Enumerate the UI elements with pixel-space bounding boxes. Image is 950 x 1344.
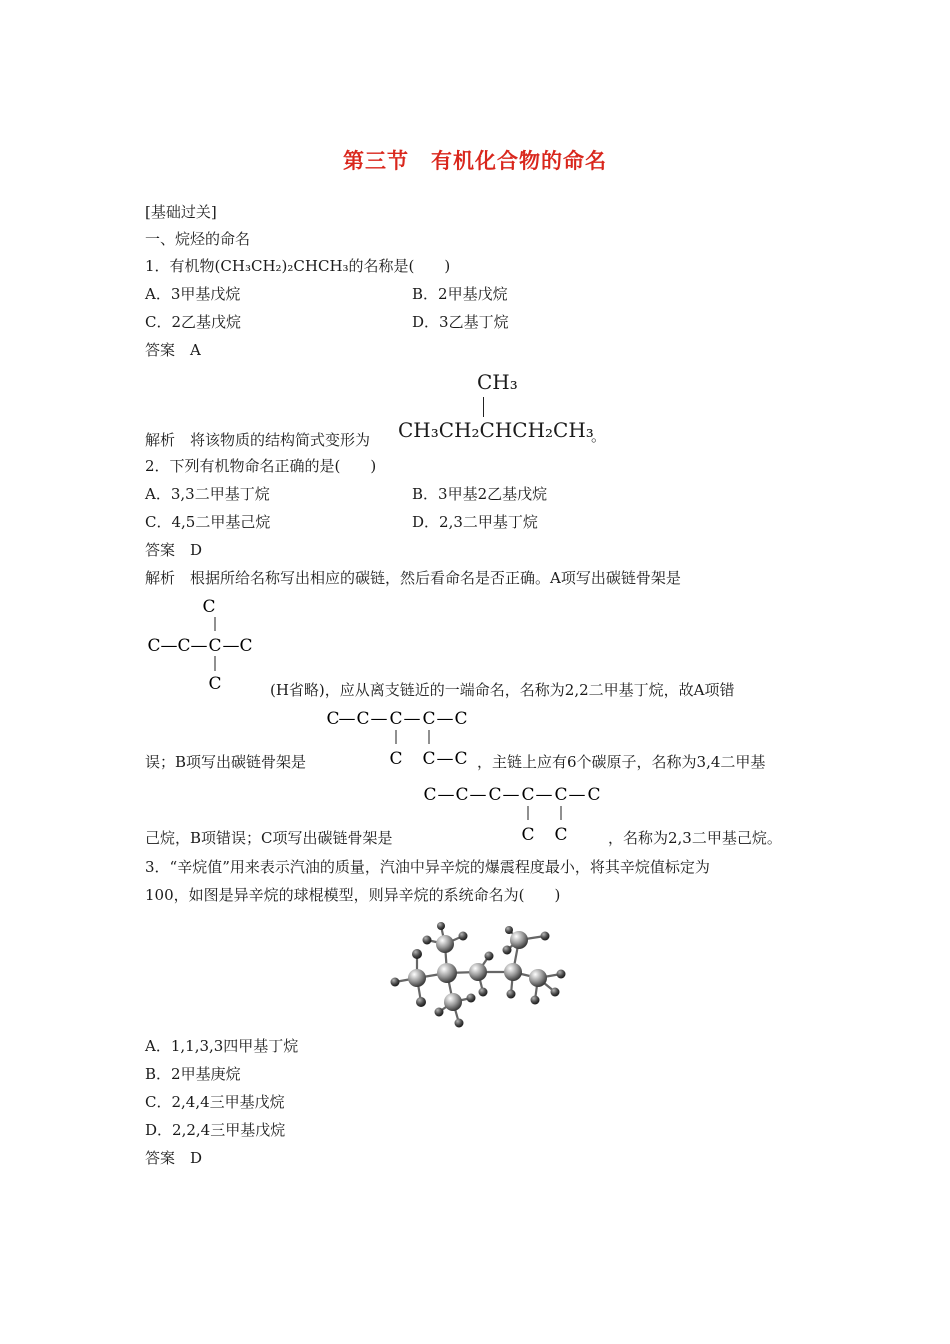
q2-answer: 答案 D (145, 541, 203, 559)
bond: — (403, 709, 421, 729)
q2-option-b: B．3甲基2乙基戊烷 (412, 485, 548, 503)
q2-option-a: A．3,3二甲基丁烷 (145, 485, 270, 503)
carbon-skeleton-a (145, 595, 265, 693)
carbon-atom: C (454, 749, 468, 769)
carbon-atom: C (202, 597, 216, 617)
carbon-atom: C (326, 709, 340, 729)
carbon-atom: C (177, 636, 191, 656)
bond: — (437, 785, 455, 805)
subsection-heading: 一、烷烃的命名 (145, 230, 251, 248)
q3-option-a: A．1,1,3,3四甲基丁烷 (145, 1037, 299, 1055)
carbon-skeleton-c (420, 780, 610, 846)
carbon-atom: C (422, 709, 436, 729)
q1-end-mark: 。 (591, 427, 607, 445)
q1-option-b: B．2甲基戊烷 (412, 285, 508, 303)
bond: — (502, 785, 520, 805)
bond: — (222, 636, 240, 656)
q2-option-d: D．2,3二甲基丁烷 (412, 513, 538, 531)
q3-option-d: D．2,2,4三甲基戊烷 (145, 1121, 286, 1139)
bond: — (436, 709, 454, 729)
q1-option-c: C．2乙基戊烷 (145, 313, 242, 331)
formula-branch-bond (483, 397, 484, 417)
carbon-atom: C (208, 674, 222, 693)
q3-answer: 答案 D (145, 1149, 203, 1167)
q2-analysis-line-2: (H省略)，应从离支链近的一端命名，名称为2,2二甲基丁烷，故A项错 (270, 681, 735, 699)
carbon-atom: C (356, 709, 370, 729)
carbon-atom: C (455, 785, 469, 805)
q1-option-d: D．3乙基丁烷 (412, 313, 509, 331)
carbon-atom: C (423, 785, 437, 805)
q2-option-c: C．4,5二甲基己烷 (145, 513, 271, 531)
carbon-atom: C (521, 785, 535, 805)
q3-option-b: B．2甲基庚烷 (145, 1065, 241, 1083)
carbon-atom: C (587, 785, 601, 805)
bond: — (338, 709, 356, 729)
carbon-atom: C (208, 636, 222, 656)
q1-stem: 1．有机物(CH₃CH₂)₂CHCH₃的名称是( ) (145, 257, 451, 275)
bond: — (436, 749, 454, 769)
carbon-atom: C (422, 749, 436, 769)
bond: — (370, 709, 388, 729)
bond: — (568, 785, 586, 805)
carbon-atom: C (554, 785, 568, 805)
bond: — (469, 785, 487, 805)
carbon-atom: C (389, 709, 403, 729)
carbon-atom: C (239, 636, 253, 656)
q2-analysis-line-3a: 误；B项写出碳链骨架是 (145, 753, 307, 771)
q1-analysis: 解析 将该物质的结构简式变形为 (145, 431, 371, 449)
bond: — (535, 785, 553, 805)
carbon-atom: C (554, 825, 568, 845)
carbon-skeleton-b (325, 704, 475, 770)
section-heading: [基础过关] (145, 203, 217, 221)
bond: — (190, 636, 208, 656)
condensed-formula: CH₃CH₂CHCH₂CH₃ (398, 418, 594, 442)
carbon-atom: C (488, 785, 502, 805)
carbon-atom: C (147, 636, 161, 656)
formula-branch: CH₃ (477, 370, 518, 394)
carbon-atom: C (454, 709, 468, 729)
page-title: 第三节 有机化合物的命名 (343, 149, 607, 173)
q2-analysis-line-1: 解析 根据所给名称写出相应的碳链，然后看命名是否正确。A项写出碳链骨架是 (145, 569, 681, 587)
q3-stem-line-1: 3．“辛烷值”用来表示汽油的质量，汽油中异辛烷的爆震程度最小，将其辛烷值标定为 (145, 858, 710, 876)
q2-analysis-line-4a: 己烷，B项错误；C项写出碳链骨架是 (145, 829, 393, 847)
q1-answer: 答案 A (145, 341, 201, 359)
q3-option-c: C．2,4,4三甲基戊烷 (145, 1093, 285, 1111)
q3-stem-line-2: 100，如图是异辛烷的球棍模型，则异辛烷的系统命名为( ) (145, 886, 561, 904)
q2-analysis-line-4b: ，名称为2,3二甲基己烷。 (608, 829, 782, 847)
q2-analysis-line-3b: ，主链上应有6个碳原子，名称为3,4二甲基 (477, 753, 766, 771)
bond: — (160, 636, 178, 656)
carbon-atom: C (521, 825, 535, 845)
carbon-atom: C (389, 749, 403, 769)
isooctane-ball-stick-model (385, 920, 570, 1035)
q1-option-a: A．3甲基戊烷 (145, 285, 241, 303)
q2-stem: 2．下列有机物命名正确的是( ) (145, 457, 377, 475)
